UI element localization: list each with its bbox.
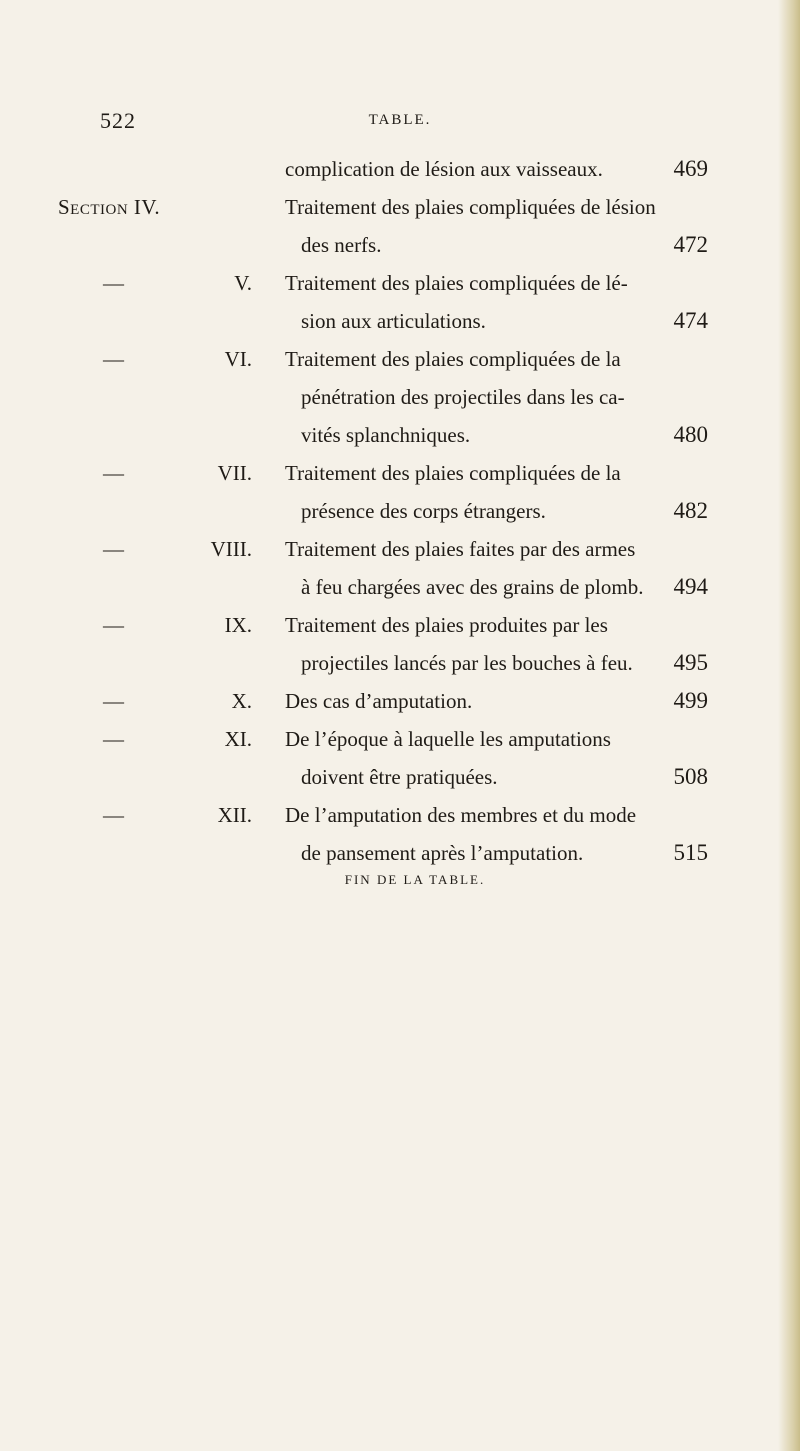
entry-page-number: 495	[673, 650, 708, 675]
entry-title: sion aux articulations.	[301, 309, 486, 333]
toc-entry	[0, 682, 800, 720]
entry-title: de pansement après l’amputation.	[301, 841, 584, 865]
entry-title: complication de lésion aux vaisseaux.	[285, 157, 603, 181]
toc-line	[0, 644, 800, 682]
section-dash: —	[103, 271, 124, 295]
entry-page-number: 494	[673, 574, 708, 599]
toc-entry	[0, 188, 800, 264]
entry-title: présence des corps étrangers.	[301, 499, 546, 523]
section-dash: —	[103, 461, 124, 485]
entry-page-number: 515	[673, 840, 708, 865]
toc-line	[0, 340, 800, 378]
entry-title: pénétration des projectiles dans les ca-	[301, 385, 625, 409]
entry-page-number: 508	[673, 764, 708, 789]
entry-page-number: 469	[673, 156, 708, 181]
toc-entry	[0, 454, 800, 530]
section-number: VI.	[224, 347, 252, 371]
section-dash: —	[103, 613, 124, 637]
entry-title: à feu chargées avec des grains de plomb.	[301, 575, 644, 599]
toc-line	[0, 758, 800, 796]
entry-title: des nerfs.	[301, 233, 382, 257]
section-dash: —	[103, 727, 124, 751]
toc-line	[0, 226, 800, 264]
page-header	[0, 108, 800, 138]
page-number: 522	[100, 108, 136, 133]
toc-entry	[0, 530, 800, 606]
toc-line	[0, 188, 800, 226]
entry-page-number: 480	[673, 422, 708, 447]
toc-line	[0, 606, 800, 644]
entry-title: doivent être pratiquées.	[301, 765, 498, 789]
toc-line	[0, 378, 800, 416]
section-number: XI.	[224, 727, 252, 751]
entry-page-number: 482	[673, 498, 708, 523]
table-of-contents	[0, 150, 800, 872]
section-number: VII.	[217, 461, 252, 485]
toc-line	[0, 834, 800, 872]
toc-line	[0, 150, 800, 188]
entry-title: Traitement des plaies produites par les	[285, 613, 608, 637]
entry-title: vités splanchniques.	[301, 423, 471, 447]
toc-entry	[0, 264, 800, 340]
section-number: VIII.	[210, 537, 252, 561]
toc-line	[0, 568, 800, 606]
toc-entry	[0, 606, 800, 682]
toc-line	[0, 264, 800, 302]
toc-entry	[0, 796, 800, 872]
section-number: XII.	[217, 803, 252, 827]
toc-line	[0, 492, 800, 530]
toc-line	[0, 302, 800, 340]
entry-page-number: 472	[673, 232, 708, 257]
entry-title: Des cas d’amputation.	[285, 689, 473, 713]
toc-line	[0, 454, 800, 492]
toc-line	[0, 416, 800, 454]
section-number: V.	[234, 271, 252, 295]
toc-entry	[0, 720, 800, 796]
section-dash: —	[103, 537, 124, 561]
end-of-table: FIN DE LA TABLE.	[344, 872, 486, 887]
entry-page-number: 474	[673, 308, 708, 333]
toc-line	[0, 530, 800, 568]
entry-page-number: 499	[673, 688, 708, 713]
toc-line	[0, 720, 800, 758]
section-dash: —	[103, 347, 124, 371]
toc-entry	[0, 340, 800, 454]
section-dash: —	[103, 689, 124, 713]
entry-title: Traitement des plaies compliquées de la	[285, 461, 621, 485]
section-number: IX.	[224, 613, 252, 637]
entry-title: Traitement des plaies compliquées de la	[285, 347, 621, 371]
toc-line	[0, 682, 800, 720]
entry-title: projectiles lancés par les bouches à feu.	[301, 651, 633, 675]
toc-entry	[0, 150, 800, 188]
section-dash: —	[103, 803, 124, 827]
entry-title: De l’amputation des membres et du mode	[285, 803, 637, 827]
section-number: X.	[231, 689, 252, 713]
entry-title: De l’époque à laquelle les amputations	[285, 727, 611, 751]
running-title: TABLE.	[368, 112, 432, 128]
section-number: Section IV.	[58, 195, 161, 219]
entry-title: Traitement des plaies compliquées de lé-	[285, 271, 628, 295]
toc-line	[0, 796, 800, 834]
entry-title: Traitement des plaies faites par des armes	[285, 537, 636, 561]
entry-title: Traitement des plaies compliquées de lésion	[285, 195, 656, 219]
